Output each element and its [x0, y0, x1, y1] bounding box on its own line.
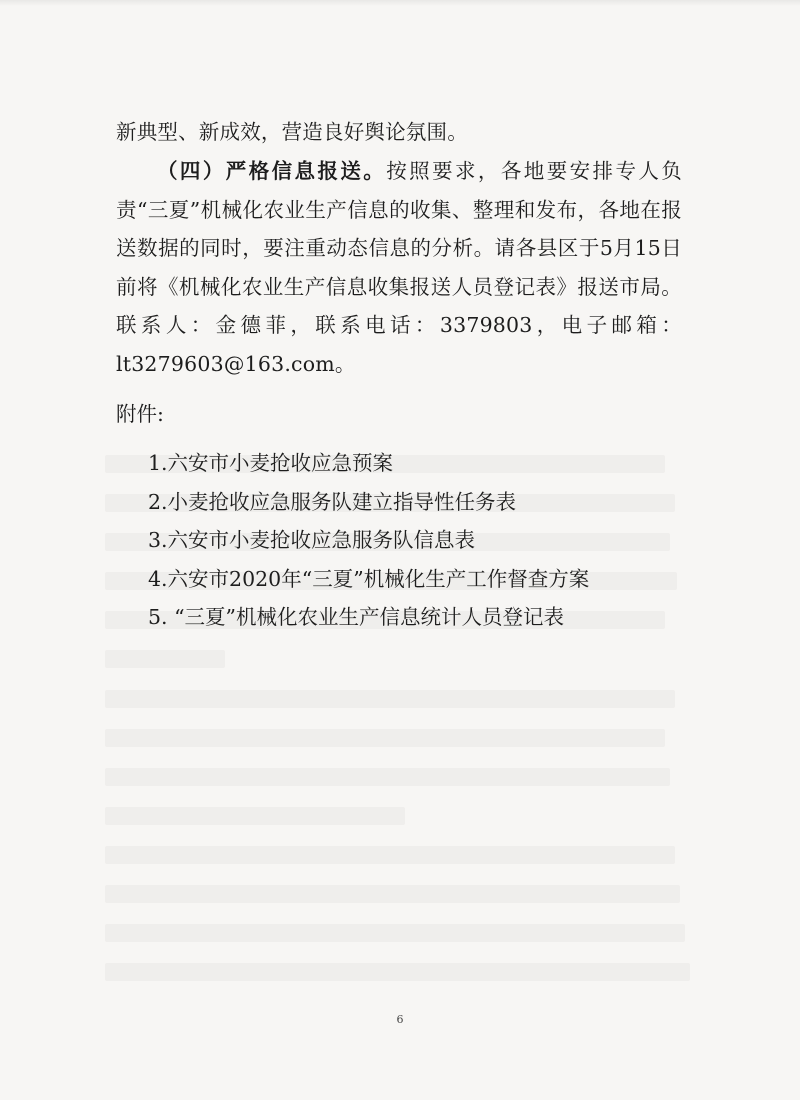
bleed-through-line — [105, 768, 670, 786]
attachment-item: 5. “三夏”机械化农业生产信息统计人员登记表 — [148, 605, 565, 630]
bleed-through-line — [105, 885, 680, 903]
scan-edge — [0, 0, 800, 6]
section-heading: （四）严格信息报送。 — [157, 159, 387, 183]
section-body: 按照要求，各地要安排专人负责“三夏”机械化农业生产信息的收集、整理和发布，各地在报送数据的同时，要注重动态信息的分析。请各县区于5月15日前将《机械化农业生产信息收集报送人员登记表》报送市局。联系人：金德菲，联系电话：3379803，电子邮箱：lt3279603@163.com。 — [116, 159, 683, 376]
attachment-item: 1.六安市小麦抢收应急预案 — [148, 451, 394, 475]
bleed-through-line — [105, 650, 225, 668]
attachments-list — [148, 444, 589, 637]
page-number: 6 — [396, 1013, 404, 1026]
attachment-item: 4.六安市2020年“三夏”机械化生产工作督查方案 — [148, 566, 590, 591]
attachment-item: 2.小麦抢收应急服务队建立指导性任务表 — [148, 489, 517, 514]
section-information-reporting — [116, 152, 682, 384]
bleed-through-line — [105, 963, 690, 981]
bleed-through-line — [105, 729, 665, 747]
attachment-item: 3.六安市小麦抢收应急服务队信息表 — [148, 528, 476, 553]
bleed-through-line — [105, 846, 675, 864]
attachments-label: 附件: — [116, 402, 164, 426]
bleed-through-line — [105, 690, 675, 708]
bleed-through-line — [105, 807, 405, 825]
bleed-through-line — [105, 924, 685, 942]
paragraph-continuation: 新典型、新成效，营造良好舆论氛围。 — [116, 120, 468, 144]
